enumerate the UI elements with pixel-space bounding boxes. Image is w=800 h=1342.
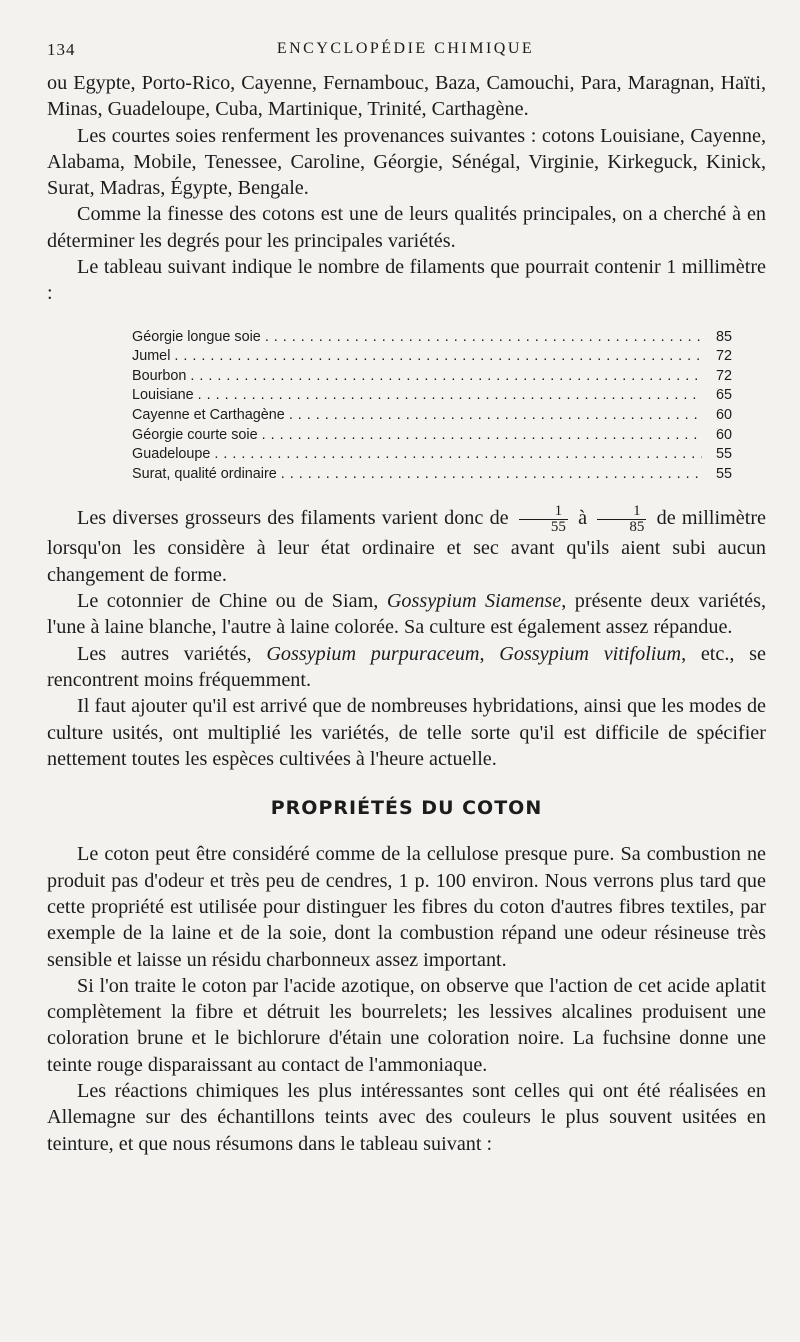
- paragraph-4: Le tableau suivant indique le nombre de filaments que pourrait contenir 1 millimètre :: [47, 256, 766, 305]
- table-row: [132, 445, 732, 465]
- table-row-label: Bourbon: [132, 367, 187, 384]
- table-row-value: 65: [715, 387, 732, 404]
- table-row: [132, 328, 732, 348]
- paragraph-10: Si l'on traite le coton par l'acide azotique, on observe que l'action de cet acide aplatit complètement la fibre et détruit les bourrelets; les lessives alcalines produisent une coloration brune et le bichlorure d'étain une coloration noire. La fuchsine donne une teinte rouge disparaissant au contact de l'ammoniaque.: [47, 974, 766, 1076]
- paragraph-1: ou Egypte, Porto-Rico, Cayenne, Fernambouc, Baza, Camouchi, Para, Maragnan, Haïti, Minas, Guadeloupe, Cuba, Martinique, Trinité, Carthagène.: [47, 72, 766, 121]
- paragraph-6: [47, 588, 766, 641]
- paragraph-5-text-start: Les diverses grosseurs des filaments varient donc de: [77, 507, 509, 530]
- paragraph-5: [47, 504, 766, 588]
- paragraph-11: Les réactions chimiques les plus intéressantes sont celles qui ont été réalisées en Allemagne sur des échantillons teints avec des couleurs le plus souvent usitées en teinture, et que nous résumons dans le tableau suivant :: [47, 1080, 766, 1155]
- fraction-numerator: 1: [519, 504, 568, 520]
- dot-leader: [262, 426, 702, 446]
- species-name-siamense: Gossypium Siamense: [386, 590, 562, 613]
- table-row-value: 60: [715, 407, 732, 424]
- table-row-value: 60: [715, 426, 732, 443]
- paragraph-2: Les courtes soies renferment les provenances suivantes : cotons Louisiane, Cayenne, Alabama, Mobile, Tenessee, Caroline, Géorgie, Sénégal, Virginie, Kirkeguck, Kinick, Surat, Madras, Égypte, Bengale.: [47, 124, 766, 200]
- table-row-value: 72: [715, 348, 732, 365]
- paragraph-8: Il faut ajouter qu'il est arrivé que de nombreuses hybridations, ainsi que les modes de culture usités, ont multiplié les variétés, de telle sorte qu'il est difficile de spécifier nettement toutes les espèces cultivées à l'heure actuelle.: [47, 695, 766, 770]
- paragraph-7-text-start: Les autres variétés,: [77, 642, 252, 665]
- table-row: [132, 367, 732, 387]
- table-row-value: 72: [715, 367, 732, 384]
- dot-leader: [289, 406, 702, 426]
- section-heading: PROPRIÉTÉS DU COTON: [270, 797, 543, 820]
- paragraph-3: Comme la finesse des cotons est une de leurs qualités principales, on a cherché à en déterminer les degrés pour les principales variétés.: [47, 203, 766, 252]
- table-row-label: Jumel: [132, 348, 171, 365]
- paragraph-9: Le coton peut être considéré comme de la cellulose presque pure. Sa combustion ne produit pas d'odeur et très peu de cendres, 1 p. 100 environ. Nous verrons plus tard que cette propriété est utilisée pour distinguer les fibres du coton d'autres fibres textiles, par exemple de la laine et de la soie, dont la combustion répand une odeur résineuse très sensible et laisse un résidu charbonneux assez important.: [47, 843, 766, 971]
- paragraph-6-text-start: Le cotonnier de Chine ou de Siam,: [77, 590, 379, 613]
- species-name-vitifolium: Gossypium vitifolium: [499, 642, 682, 665]
- table-row-value: 55: [715, 465, 732, 482]
- dot-leader: [174, 347, 702, 367]
- dot-leader: [265, 328, 702, 348]
- fraction-one-eighty-fifth: [597, 504, 646, 535]
- species-name-purpuraceum: Gossypium purpuraceum: [266, 642, 480, 665]
- table-row: [132, 386, 732, 406]
- fraction-denominator: 55: [550, 519, 566, 536]
- dot-leader: [214, 445, 702, 465]
- paragraph-7-text-end: , etc., se rencontrent moins fréquemment.: [47, 642, 766, 691]
- paragraph-5-text-end: de millimètre lorsqu'on les considère à leur état ordinaire et sec avant qu'ils aient subi aucun changement de forme.: [47, 507, 767, 586]
- table-row-value: 85: [715, 328, 732, 345]
- fraction-numerator: 1: [597, 504, 646, 520]
- dot-leader: [281, 465, 702, 485]
- fraction-one-fifty-fifth: [519, 504, 568, 535]
- paragraph-6-text-end: , présente deux variétés, l'une à laine blanche, l'autre à laine colorée. Sa culture est également assez répandue.: [47, 590, 767, 639]
- page-header: [47, 40, 764, 64]
- dot-leader: [198, 386, 702, 406]
- paragraph-7-separator: ,: [479, 642, 485, 665]
- table-row-value: 55: [715, 446, 732, 463]
- table-row: [132, 406, 732, 426]
- table-row-label: Guadeloupe: [132, 446, 211, 463]
- page-number: 134: [47, 40, 76, 59]
- table-row-label: Cayenne et Carthagène: [132, 407, 285, 424]
- fineness-table: [132, 328, 732, 485]
- table-row-label: Géorgie courte soie: [132, 426, 258, 443]
- paragraph-5-text-middle: à: [578, 507, 588, 530]
- running-title: ENCYCLOPÉDIE CHIMIQUE: [276, 40, 535, 57]
- table-row: [132, 465, 732, 485]
- fraction-denominator: 85: [629, 519, 645, 536]
- table-row-label: Géorgie longue soie: [132, 328, 261, 345]
- table-row: [132, 426, 732, 446]
- table-row-label: Surat, qualité ordinaire: [132, 465, 277, 482]
- dot-leader: [190, 367, 702, 387]
- table-row-label: Louisiane: [132, 387, 194, 404]
- table-row: [132, 347, 732, 367]
- page-body: [47, 70, 766, 1157]
- paragraph-7: [47, 641, 766, 694]
